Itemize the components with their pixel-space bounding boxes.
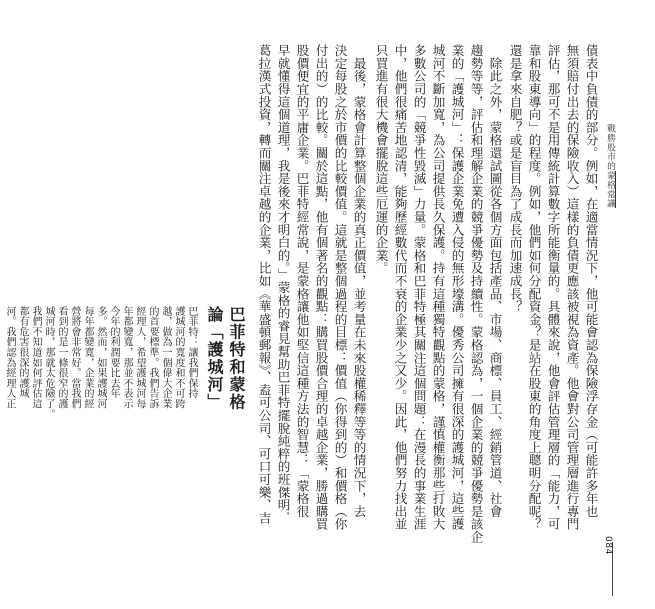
sidebar-line: 越，做為一個偉大企業 [160,306,171,409]
body-line: 股價便宜的平庸企業。巴菲特經常說，是蒙格讓他如堅信這種方法的智慧：「蒙格很 [294,44,310,518]
body-line: 中，他們很痛苦地認清，能夠歷經數代而不衰的企業少之又少。因此，他們努力找出並 [392,44,408,531]
page-number: 084 [603,536,613,555]
body-line: 多數公司的「競爭性毀滅」力量。蒙格和巴菲特極其關注這個問題：在漫長的事業生涯 [411,44,427,531]
body-line: 趨勢等等，評估和理解企業的競爭優勢及持續性。蒙格認為，一個企業的競爭優勢是該企 [468,44,484,544]
body-line: 還是拿來自肥？或是盲目為了成長而加速成長？ [507,44,523,313]
sidebar-line: 多。然而，如果護城河 [95,306,106,409]
body-line: 債表中負債的部分。例如，在適當情況下，他可能會認為保險浮存金（可能許多年也 [583,44,599,518]
body-line: 除此之外，蒙格還試圖從各個方面包括產品、市場、商標、員工、經銷管道、社會 [487,44,503,518]
sidebar-heading: 論「護城河」 [205,306,224,411]
body-line: 葛拉漢式投資，轉而關注卓越的企業，比如《華盛頓郵報》、盍可公司、可口可樂、吉 [256,44,272,525]
body-line: 業的「護城河」：保護企業免遭入侵的無形壕溝。優秀公司擁有很深的護城河，這些護 [449,44,465,531]
body-line: 付出的）的比較。關於這點，他有個著名的觀點：購買股價合理的卓越企業，勝過購買 [313,44,329,531]
sidebar-line: 經理人，希望護城河每 [134,306,145,409]
sidebar-line: 都有危害很深的護城 [17,306,28,399]
sidebar-line: 今年的利潤要比去年 [108,306,119,399]
sidebar-line: 營將會非常好。當我們 [69,306,80,409]
sidebar-line: 看到的是一條很窄的護 [56,306,67,409]
sidebar-line: 每年都變寬，企業的經 [82,306,93,409]
sidebar-heading: 巴菲特和蒙格 [227,306,246,411]
body-line: 城河不斷加寬，為公司提供長久保護。持有這種獨特觀點的蒙格，謹慎權衡那些打敗大 [430,44,446,531]
body-line: 早就懂得這個道理，我是後來才明白的。」蒙格的睿見幫助巴菲特擺脫純粹的班傑明． [275,44,291,525]
body-line: 靠和股東導向」的程度。例如，他們如何分配資金？是站在股東的角度上聰明分配呢？ [526,44,542,531]
sidebar-line: 我們不知道如何評估這 [30,306,41,409]
sidebar-line: 的首要標準。我們告訴 [147,306,158,409]
sidebar-line: 護城河的寬度和不可跨 [173,306,184,409]
running-head [604,124,617,208]
sidebar-line: 巴菲特：讓我們保持 [186,306,197,399]
sidebar-line: 河。我們認為經理人正 [4,306,15,409]
body-line: 無須賠付出去的保險收入）這樣的負債更應該被視為資產。他會對公司管理層進行專門 [564,44,580,531]
body-line: 評估，那可不是用傳統計算數字所能衡量的。具體來說，他會評估管理層的「能力，可 [545,44,561,531]
sidebar-line: 年都變寬，那並不表示 [121,306,132,409]
body-line: 決定每股之於市價的比較價值。這就是整個過程的目標：價值（你得到的）和價格（你 [332,44,348,531]
running-head-prefix: 戰勝股市的 [605,124,615,171]
body-line: 只買進有很大機會擺脫這些厄運的企業。 [373,44,389,275]
running-head-highlight: 蒙格常識 [605,170,615,208]
sidebar-line: 城河時，那就太危險了。 [43,306,54,420]
body-line: 最後，蒙格會計算整個企業的真正價值，並考量在未來股權稀釋等等的情況下，去 [351,44,367,518]
